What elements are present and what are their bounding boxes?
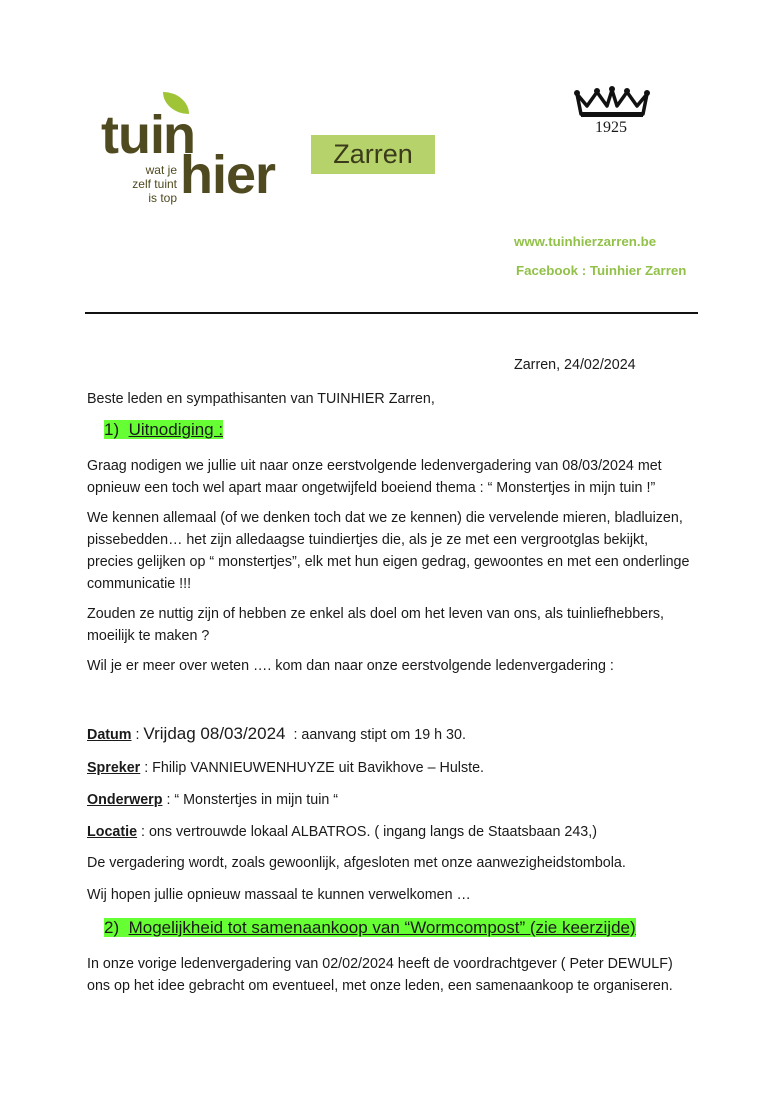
crown-icon (571, 86, 653, 120)
crest-year: 1925 (595, 119, 627, 136)
detail-locatie: Locatie : ons vertrouwde lokaal ALBATROS. ( ingang langs de Staatsbaan 243,) (87, 824, 597, 840)
section-1-heading: 1) Uitnodiging : (104, 420, 224, 439)
section-1-paragraph-4: Wil je er meer over weten …. kom dan naar onze eerstvolgende ledenvergadering : (87, 658, 614, 674)
logo-text-tui: tui (101, 105, 164, 165)
section-2-heading: 2) Mogelijkheid tot samenaankoop van “Wormcompost” (zie keerzijde) (104, 918, 636, 937)
local-label: Zarren (333, 139, 413, 169)
letter-date: Zarren, 24/02/2024 (514, 357, 636, 373)
detail-spreker: Spreker : Fhilip VANNIEUWENHUYZE uit Bavikhove – Hulste. (87, 760, 485, 776)
header-divider (85, 312, 698, 314)
closing-line-2: Wij hopen jullie opnieuw massaal te kunnen verwelkomen … (87, 887, 471, 903)
section-1-paragraph-2: We kennen allemaal (of we denken toch dat we ze kennen) die vervelende mieren, bladluizen, pissebedden… het zijn alledaagse tuindiertjes die, als je ze met een vergrootglas bekijkt, precies gelijken op “ monstertjes”, elk met hun eigen gedrag, gewoontes en met een onderlinge communicatie !!! (87, 510, 690, 592)
section-1-paragraph-3: Zouden ze nuttig zijn of hebben ze enkel als doel om het leven van ons, als tuinliefhebbers, moeilijk te maken ? (87, 606, 665, 644)
greeting: Beste leden en sympathisanten van TUINHIER Zarren, (87, 391, 435, 407)
logo-text-hier: hier (180, 145, 276, 205)
website-link[interactable]: www.tuinhierzarren.be (514, 234, 657, 249)
logo-tagline: wat je zelf tuint is top (132, 163, 177, 205)
logo-text-n: n (163, 105, 196, 165)
detail-datum: Datum : Vrijdag 08/03/2024 : aanvang stipt om 19 h 30. (87, 724, 466, 743)
detail-onderwerp: Onderwerp : “ Monstertjes in mijn tuin “ (87, 792, 339, 808)
closing-line-1: De vergadering wordt, zoals gewoonlijk, afgesloten met onze aanwezigheidstombola. (87, 855, 626, 871)
section-1-paragraph-1: Graag nodigen we jullie uit naar onze eerstvolgende ledenvergadering van 08/03/2024 met opnieuw een toch wel apart maar ongetwijfeld boeiend thema : “ Monstertjes in mijn tuin !” (87, 458, 662, 496)
section-2-paragraph-1: In onze vorige ledenvergadering van 02/02/2024 heeft de voordrachtgever ( Peter DEWULF) ons op het idee gebracht om eventueel, met onze leden, een samenaankoop te organiseren. (87, 956, 673, 994)
facebook-link[interactable]: Facebook : Tuinhier Zarren (516, 263, 687, 278)
